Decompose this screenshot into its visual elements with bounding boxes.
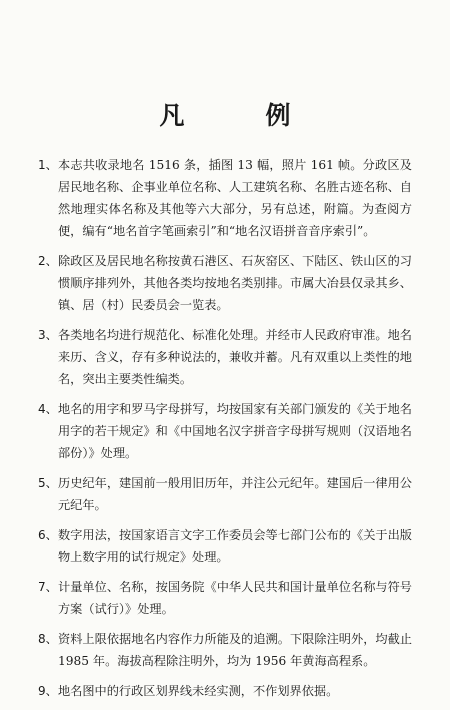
item-number: 8、	[38, 632, 58, 646]
item-text: 除政区及居民地名称按黄石港区、石灰窑区、下陆区、铁山区的习惯顺序排列外，其他各类均按地名类别排。市属大冶县仅录其乡、镇、居（村）民委员会一览表。	[58, 254, 412, 312]
item-text: 计量单位、名称，按国务院《中华人民共和国计量单位名称与符号方案（试行）》处理。	[58, 580, 412, 616]
item-text: 地名图中的行政区划界线未经实测，不作划界依据。	[58, 684, 339, 698]
item-number: 2、	[38, 254, 58, 268]
list-item	[38, 154, 412, 242]
list-item	[38, 324, 412, 390]
list-item	[38, 398, 412, 464]
item-number: 7、	[38, 580, 58, 594]
list-item	[38, 524, 412, 568]
list-item	[38, 576, 412, 620]
list-item	[38, 680, 412, 702]
item-text: 数字用法，按国家语言文字工作委员会等七部门公布的《关于出版物上数字用的试行规定》处理。	[58, 528, 412, 564]
list-item	[38, 472, 412, 516]
item-text: 资料上限依据地名内容作力所能及的追溯。下限除注明外，均截止 1985 年。海拔高程除注明外，均为 1956 年黄海高程系。	[58, 632, 412, 668]
item-text: 地名的用字和罗马字母拼写，均按国家有关部门颁发的《关于地名用字的若干规定》和《中国地名汉字拼音字母拼写规则（汉语地名部份）》处理。	[58, 402, 412, 460]
item-number: 9、	[38, 684, 58, 698]
page-title: 凡 例	[159, 101, 319, 130]
item-number: 1、	[38, 158, 58, 172]
item-text: 本志共收录地名 1516 条，插图 13 幅，照片 161 帧。分政区及居民地名称、企事业单位名称、人工建筑名称、名胜古迹名称、自然地理实体名称及其他等六大部分，另有总述，附篇。为查阅方便，编有“地名首字笔画索引”和“地名汉语拼音音序索引”。	[58, 158, 412, 238]
item-number: 3、	[38, 328, 58, 342]
item-number: 6、	[38, 528, 58, 542]
item-number: 5、	[38, 476, 58, 490]
list-item	[38, 250, 412, 316]
item-text: 各类地名均进行规范化、标准化处理。并经市人民政府审准。地名来历、含义，存有多种说法的，兼收并蓄。凡有双重以上类性的地名，突出主要类性编类。	[58, 328, 412, 386]
item-text: 历史纪年，建国前一般用旧历年，并注公元纪年。建国后一律用公元纪年。	[58, 476, 412, 512]
list-item	[38, 628, 412, 672]
item-number: 4、	[38, 402, 58, 416]
notes-list	[38, 154, 412, 710]
